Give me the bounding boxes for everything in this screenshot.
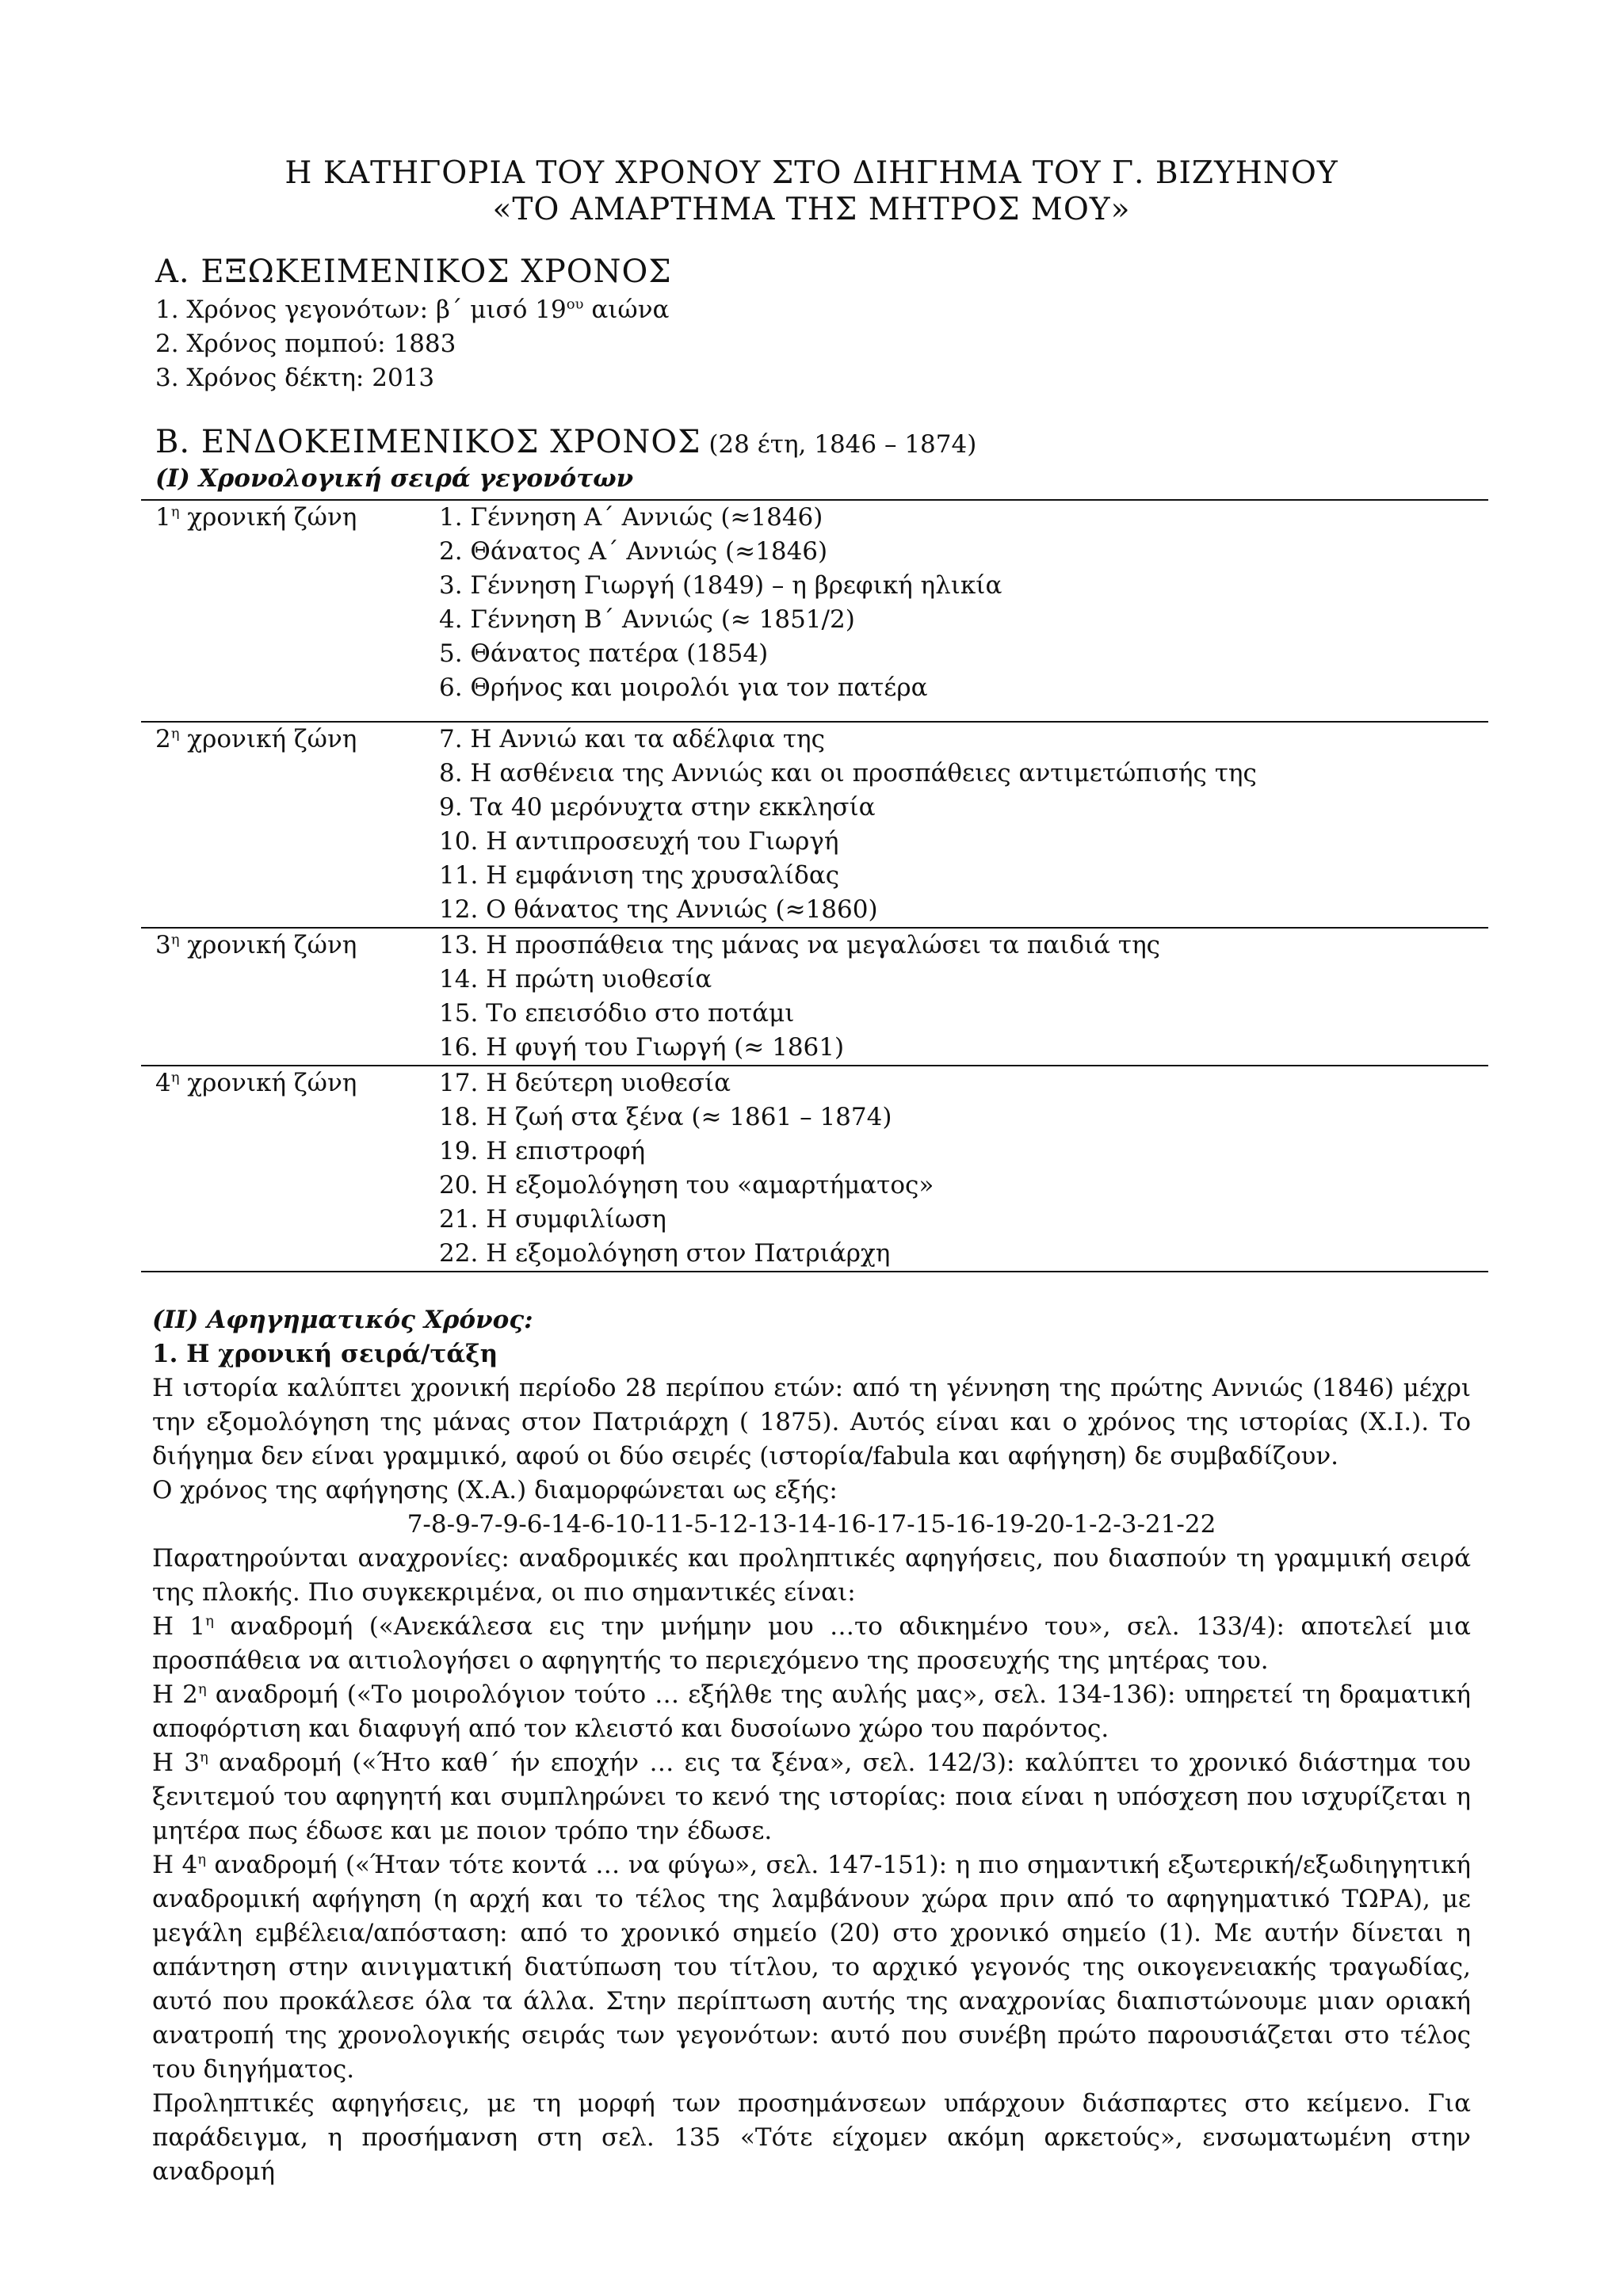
retrospection-4: Η $4^\eta$ αναδρομή («Ήταν τότε κοντά … να φύγω», σελ. 147-151): η πιο σημαντική εξωτερική/εξωδιηγητική αναδρομική αφήγηση (η αρχή και το τέλος της λαμβάνουν χώρα πριν από το αφηγηματικό ΤΩΡΑ), με μεγάλη εμβέλεια/απόσταση: από το χρονικό σημείο (20) στο χρονικό σημείο (1). Με αυτήν δίνεται η απάντηση στην αινιγματική διατύπωση του τίτλου, το αρχικό γεγονός της οικογενειακής τραγωδίας, αυτό που προκάλεσε όλα τα άλλα. Στην περίπτωση αυτής της αναχρονίας διαπιστώνουμε μιαν οριακή ανατροπή της χρονολογικής σειράς των γεγονότων: αυτό που συνέβη πρώτο παρουσιάζεται στο τέλος του διηγήματος. [152, 1851, 1471, 2084]
time-zone-row [141, 928, 1488, 1066]
section-b-heading: Β. ΕΝΔΟΚΕΙΜΕΝΙΚΟΣ ΧΡΟΝΟΣ (28 έτη, 1846 – 1874) [155, 424, 977, 460]
title-line-2: «ΤΟ ΑΜΑΡΤΗΜΑ ΤΗΣ ΜΗΤΡΟΣ ΜΟΥ» [492, 192, 1131, 227]
section-a-item-1: 1. Χρόνος γεγονότων: β΄ μισό $19^{o\upsilon}$ αιώνα [155, 296, 670, 324]
paragraph-anachronies: Παρατηρούνται αναχρονίες: αναδρομικές και προληπτικές αφηγήσεις, που διασπούν τη γραμμική σειρά της πλοκής. Πιο συγκεκριμένα, οι πιο σημαντικές είναι: [152, 1544, 1471, 1607]
time-zones-table [141, 499, 1488, 1272]
event-item: 18. Η ζωή στα ξένα (≈ 1861 – 1874) [439, 1103, 892, 1131]
document-title [152, 155, 1471, 228]
chronological-order-subheading: 1. Η χρονική σειρά/τάξη [152, 1340, 498, 1368]
time-zone-row [141, 1066, 1488, 1272]
paragraph-narrative-time: Ο χρόνος της αφήγησης (Χ.Α.) διαμορφώνεται ως εξής: [152, 1476, 838, 1505]
time-zone-label: $2^\eta$ χρονική ζώνη [155, 725, 357, 753]
event-item: 2. Θάνατος Α΄ Αννιώς (≈1846) [439, 537, 828, 566]
event-item: 12. Ο θάνατος της Αννιώς (≈1860) [439, 895, 878, 924]
event-item: 15. Το επεισόδιο στο ποτάμι [439, 999, 795, 1028]
event-item: 20. Η εξομολόγηση του «αμαρτήματος» [439, 1171, 934, 1199]
event-item: 17. Η δεύτερη υιοθεσία [439, 1069, 731, 1097]
section-b-period: (28 έτη, 1846 – 1874) [701, 430, 977, 459]
time-zone-row [141, 722, 1488, 928]
event-item: 16. Η φυγή του Γιωργή (≈ 1861) [439, 1033, 845, 1062]
narrative-time-section [152, 1303, 1471, 2189]
time-zone-events [439, 928, 1488, 1066]
retrospection-3: Η $3^\eta$ αναδρομή («Ήτο καθ΄ ήν εποχήν … εις τα ξένα», σελ. 142/3): καλύπτει το χρονικό διάστημα του ξενιτεμού του αφηγητή και συμπληρώνει το κενό της ιστορίας: ποια είναι η υπόσχεση που ισχυρίζεται η μητέρα πως έδωσε και με ποιον τρόπο την έδωσε. [152, 1749, 1471, 1845]
section-a-item-3: 3. Χρόνος δέκτη: 2013 [155, 364, 435, 392]
time-zone-row [141, 500, 1488, 722]
section-a-item-2: 2. Χρόνος πομπού: 1883 [155, 330, 456, 358]
title-line-1: Η ΚΑΤΗΓΟΡΙΑ ΤΟΥ ΧΡΟΝΟΥ ΣΤΟ ΔΙΗΓΗΜΑ ΤΟΥ Γ. ΒΙΖΥΗΝΟΥ [285, 155, 1338, 191]
event-item: 22. Η εξομολόγηση στον Πατριάρχη [439, 1239, 891, 1268]
event-item: 11. Η εμφάνιση της χρυσαλίδας [439, 861, 840, 890]
event-item: 14. Η πρώτη υιοθεσία [439, 965, 712, 994]
retrospection-2: Η $2^\eta$ αναδρομή («Το μοιρολόγιον τούτο … εξήλθε της αυλής μας», σελ. 134-136): υπηρετεί τη δραματική αποφόρτιση και διαφυγή από τον κλειστό και δυσοίωνο χώρο του παρόντος. [152, 1680, 1471, 1743]
event-item: 21. Η συμφιλίωση [439, 1205, 666, 1234]
section-a-list [155, 293, 669, 395]
retrospection-1: Η $1^\eta$ αναδρομή («Ανεκάλεσα εις την μνήμην μου …το αδικημένο του», σελ. 133/4): αποτελεί μια προσπάθεια να αιτιολογήσει ο αφηγητής το περιεχόμενο της προσευχής της μητέρας του. [152, 1612, 1471, 1675]
event-item: 8. Η ασθένεια της Αννιώς και οι προσπάθειες αντιμετώπισής της [439, 759, 1257, 788]
narrative-sequence: 7-8-9-7-9-6-14-6-10-11-5-12-13-14-16-17-15-16-19-20-1-2-3-21-22 [407, 1510, 1216, 1539]
section-a-heading: Α. ΕΞΩΚΕΙΜΕΝΙΚΟΣ ΧΡΟΝΟΣ [155, 254, 672, 290]
event-item: 4. Γέννηση Β΄ Αννιώς (≈ 1851/2) [439, 605, 855, 634]
time-zone-events [439, 1066, 1488, 1272]
paragraph-story-period: Η ιστορία καλύπτει χρονική περίοδο 28 περίπου ετών: από τη γέννηση της πρώτης Αννιώς (1846) μέχρι την εξομολόγηση της μάνας στον Πατριάρχη ( 1875). Αυτός είναι και ο χρόνος της ιστορίας (Χ.Ι.). Το διήγημα δεν είναι γραμμικό, αφού οι δύο σειρές (ιστορία/fabula και αφήγηση) δε συμβαδίζουν. [152, 1374, 1471, 1470]
event-item: 9. Τα 40 μερόνυχτα στην εκκλησία [439, 793, 876, 822]
time-zone-label: $4^\eta$ χρονική ζώνη [155, 1069, 357, 1097]
time-zone-label: $3^\eta$ χρονική ζώνη [155, 931, 357, 959]
event-item: 3. Γέννηση Γιωργή (1849) – η βρεφική ηλικία [439, 571, 1002, 600]
narrative-time-heading: (ΙΙ) Αφηγηματικός Χρόνος: [152, 1306, 533, 1334]
event-item: 1. Γέννηση Α΄ Αννιώς (≈1846) [439, 503, 823, 532]
event-item: 7. Η Αννιώ και τα αδέλφια της [439, 725, 825, 753]
time-zone-events [439, 722, 1488, 928]
chronological-order-heading: (Ι) Χρονολογική σειρά γεγονότων [155, 464, 634, 493]
event-item: 6. Θρήνος και μοιρολόι για τον πατέρα [439, 673, 928, 702]
event-item: 13. Η προσπάθεια της μάνας να μεγαλώσει τα παιδιά της [439, 931, 1161, 959]
event-item: 19. Η επιστροφή [439, 1137, 646, 1165]
event-item: 10. Η αντιπροσευχή του Γιωργή [439, 827, 839, 856]
time-zone-label: $1^\eta$ χρονική ζώνη [155, 503, 357, 532]
event-item: 5. Θάνατος πατέρα (1854) [439, 639, 769, 668]
paragraph-prolepses: Προληπτικές αφηγήσεις, με τη μορφή των προσημάνσεων υπάρχουν διάσπαρτες στο κείμενο. Για παράδειγμα, η προσήμανση στη σελ. 135 «Τότε είχομεν ακόμη αρκετούς», ενσωματωμένη στην αναδρομή [152, 2089, 1471, 2186]
time-zone-events [439, 500, 1488, 722]
